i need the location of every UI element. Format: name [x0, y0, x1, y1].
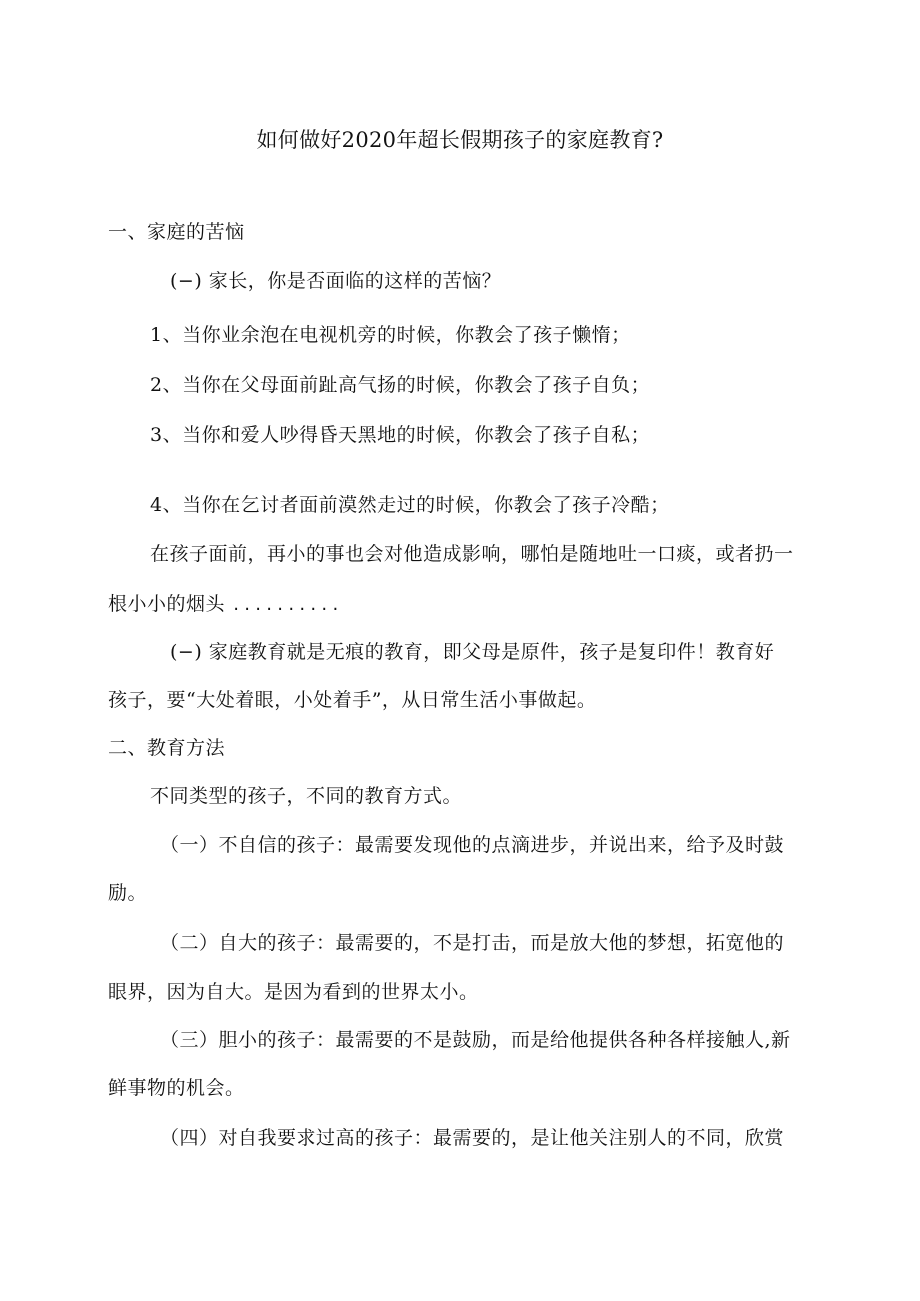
paragraph-line: （三）胆小的孩子：最需要的不是鼓励，而是给他提供各种各样接触人,新 [160, 1029, 791, 1051]
paragraph-line [108, 592, 342, 617]
list-item: 3、当你和爱人吵得昏天黑地的时候，你教会了孩子自私； [150, 424, 651, 446]
paragraph-line: 孩子，要“大处着眼，小处着手”，从日常生活小事做起。 [108, 689, 597, 711]
paragraph-line: (−) 家庭教育就是无痕的教育，即父母是原件，孩子是复印件！教育好 [170, 641, 775, 663]
paragraph-text: 根小小的烟头 [108, 593, 226, 615]
section-heading-education-methods: 二、教育方法 [108, 737, 226, 759]
ellipsis-dots: .......... [231, 596, 342, 614]
paragraph-line: 在孩子面前，再小的事也会对他造成影响，哪怕是随地吐一口痰，或者扔一 [150, 543, 794, 565]
list-item: 2、当你在父母面前趾高气扬的时候，你教会了孩子自负； [150, 374, 651, 396]
list-item: 4、当你在乞讨者面前漠然走过的时候，你教会了孩子冷酷； [150, 494, 670, 516]
subheading-parent-troubles: (−) 家长，你是否面临的这样的苦恼？ [170, 270, 502, 292]
section-heading-family-troubles: 一、家庭的苦恼 [108, 221, 245, 243]
paragraph-line: 眼界，因为自大。是因为看到的世界太小。 [108, 981, 479, 1003]
list-item: 1、当你业余泡在电视机旁的时候，你教会了孩子懒惰； [150, 324, 631, 346]
paragraph-line: 励。 [108, 882, 148, 904]
paragraph-line: 鲜事物的机会。 [108, 1077, 245, 1099]
document-title: 如何做好2020年超长假期孩子的家庭教育? [256, 128, 664, 152]
paragraph-line: 不同类型的孩子，不同的教育方式。 [150, 785, 463, 807]
paragraph-line: （一）不自信的孩子：最需要发现他的点滴进步，并说出来，给予及时鼓 [160, 834, 785, 856]
paragraph-line: （四）对自我要求过高的孩子：最需要的，是让他关注别人的不同，欣赏 [160, 1127, 785, 1149]
paragraph-line: （二）自大的孩子：最需要的，不是打击，而是放大他的梦想，拓宽他的 [160, 932, 785, 954]
